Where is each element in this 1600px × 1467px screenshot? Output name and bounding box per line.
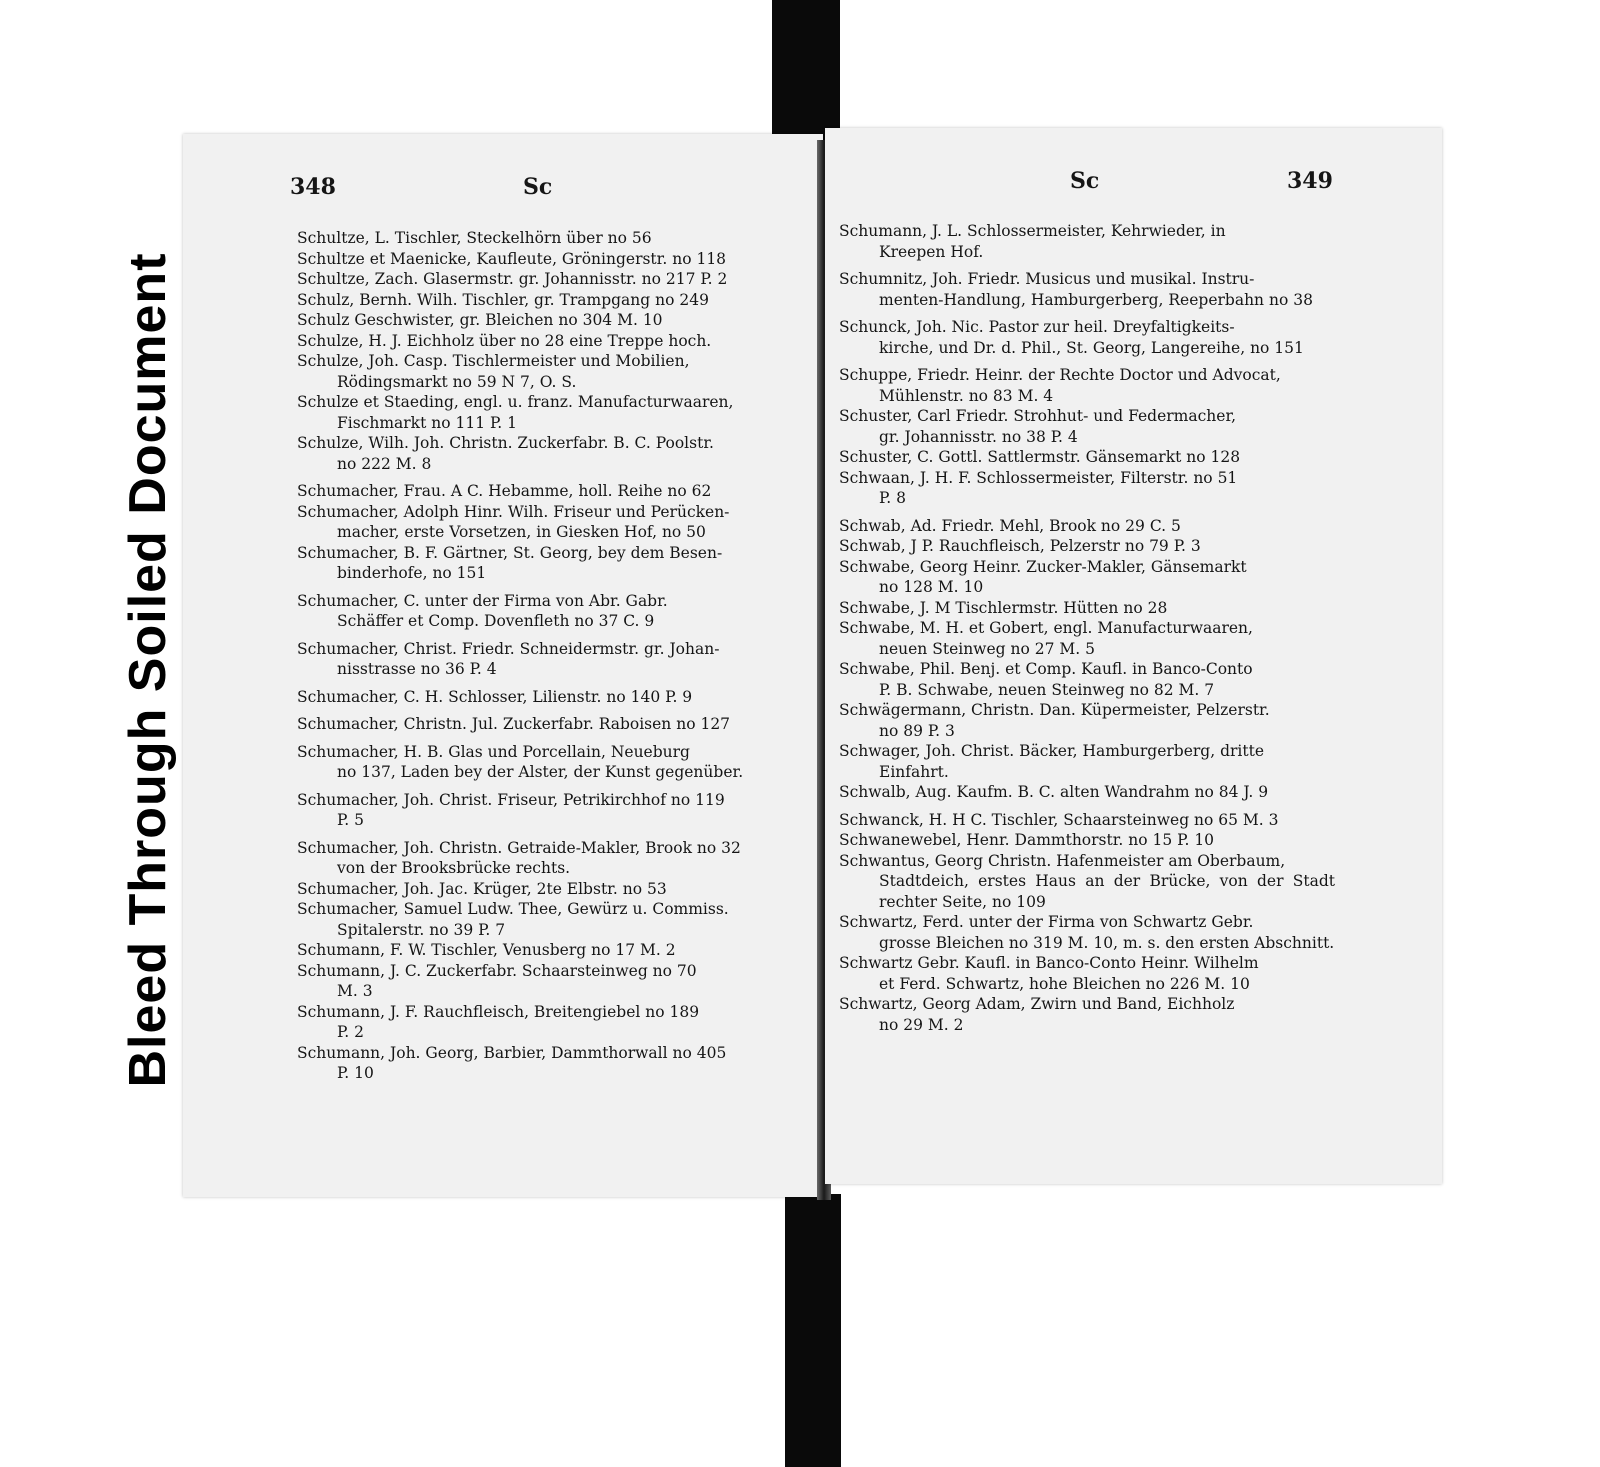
entry-continuation: Fischmarkt no 111 P. 1 (337, 413, 517, 432)
entry-text: Schumacher, Frau. A C. Hebamme, holl. Reihe no 62 (297, 482, 712, 500)
directory-entry (839, 406, 1335, 447)
entry-text: Schwanewebel, Henr. Dammthorstr. no 15 P. 10 (839, 831, 1215, 849)
entry-text: Schulze, Joh. Casp. Tischlermeister und Mobilien, (297, 352, 690, 370)
entry-continuation: M. 3 (337, 982, 373, 1000)
entry-text: Schwager, Joh. Christ. Bäcker, Hamburgerberg, dritte (839, 742, 1264, 760)
entry-text: Schultze, L. Tischler, Steckelhörn über no 56 (297, 229, 652, 247)
directory-entry (297, 351, 805, 392)
entry-text: Schwanck, H. H C. Tischler, Schaarsteinweg no 65 M. 3 (839, 810, 1279, 829)
directory-entry (839, 557, 1335, 598)
entry-continuation: no 89 P. 3 (879, 721, 955, 740)
entry-continuation: macher, erste Vorsetzen, in Giesken Hof, no 50 (337, 523, 706, 541)
directory-entry (839, 365, 1335, 406)
entry-text: Schwabe, J. M Tischlermstr. Hütten no 28 (839, 598, 1168, 617)
entry-continuation: nisstrasse no 36 P. 4 (337, 660, 497, 678)
directory-entry (839, 994, 1335, 1035)
entry-text: Schwabe, Phil. Benj. et Comp. Kaufl. in Banco-Conto (839, 660, 1253, 678)
entry-text: Schumann, J. L. Schlossermeister, Kehrwieder, in (839, 222, 1226, 240)
directory-entry (297, 290, 805, 311)
directory-entry (297, 392, 805, 433)
entry-text: Schwabe, Georg Heinr. Zucker-Makler, Gänsemarkt (839, 557, 1247, 576)
entry-text: Schumann, J. C. Zuckerfabr. Schaarsteinweg no 70 (297, 961, 697, 980)
entry-text: Schwartz, Ferd. unter der Firma von Schwartz Gebr. (839, 913, 1254, 931)
directory-entry (297, 687, 805, 708)
directory-entry (839, 741, 1335, 782)
scan-gutter-top (772, 0, 840, 146)
directory-entry (297, 481, 805, 502)
entry-text: Schumacher, Joh. Christn. Getraide-Makler, Brook no 32 (297, 838, 741, 857)
entry-text: Schuster, C. Gottl. Sattlermstr. Gänsemarkt no 128 (839, 448, 1241, 466)
right-page (825, 128, 1442, 1184)
entry-text: Schumacher, C. unter der Firma von Abr. Gabr. (297, 591, 668, 610)
entry-text: Schulz Geschwister, gr. Bleichen no 304 M. 10 (297, 311, 663, 329)
entry-continuation: P. B. Schwabe, neuen Steinweg no 82 M. 7 (879, 680, 1215, 699)
directory-entry (297, 742, 805, 783)
entry-text: Schuppe, Friedr. Heinr. der Rechte Doctor und Advocat, (839, 366, 1281, 384)
entry-continuation: Spitalerstr. no 39 P. 7 (337, 920, 506, 939)
entry-text: Schumacher, Samuel Ludw. Thee, Gewürz u. Commiss. (297, 900, 729, 918)
directory-entry (839, 468, 1335, 509)
entry-text: Schwantus, Georg Christn. Hafenmeister am Oberbaum, (839, 851, 1286, 870)
entry-continuation: no 29 M. 2 (879, 1015, 964, 1034)
page-number: 348 (290, 174, 336, 200)
entry-continuation: et Ferd. Schwartz, hohe Bleichen no 226 M. 10 (879, 974, 1250, 993)
directory-entry (839, 516, 1335, 537)
entry-text: Schwalb, Aug. Kaufm. B. C. alten Wandrahm no 84 J. 9 (839, 783, 1269, 801)
directory-entry (297, 940, 805, 961)
directory-entry (297, 790, 805, 831)
entry-continuation: von der Brooksbrücke rechts. (337, 859, 571, 877)
directory-entry (297, 269, 805, 290)
entry-text: Schwartz, Georg Adam, Zwirn und Band, Eichholz (839, 995, 1235, 1013)
entry-text: Schumann, J. F. Rauchfleisch, Breitengiebel no 189 (297, 1002, 700, 1021)
entry-text: Schwartz Gebr. Kaufl. in Banco-Conto Heinr. Wilhelm (839, 954, 1259, 972)
directory-entry (839, 221, 1335, 262)
directory-entry (839, 830, 1335, 851)
entry-text: Schumacher, H. B. Glas und Porcellain, Neueburg (297, 742, 690, 761)
left-page (183, 134, 823, 1197)
entry-text: Schwägermann, Christn. Dan. Küpermeister, Pelzerstr. (839, 701, 1270, 719)
entry-text: Schumacher, B. F. Gärtner, St. Georg, bey dem Besen- (297, 543, 723, 562)
directory-entries (839, 221, 1335, 1035)
page-number: 349 (1287, 168, 1333, 194)
entry-continuation: menten-Handlung, Hamburgerberg, Reeperbahn no 38 (879, 290, 1313, 309)
directory-entry (839, 618, 1335, 659)
bleed-through-stamp (118, 172, 178, 1168)
entry-text: Schultze et Maenicke, Kaufleute, Gröningerstr. no 118 (297, 249, 727, 268)
entry-text: Schulz, Bernh. Wilh. Tischler, gr. Trampgang no 249 (297, 290, 709, 309)
directory-entry (297, 310, 805, 331)
directory-entry (839, 810, 1335, 831)
directory-entry (839, 782, 1335, 803)
entry-text: Schwaan, J. H. F. Schlossermeister, Filterstr. no 51 (839, 468, 1238, 487)
entry-continuation: grosse Bleichen no 319 M. 10, m. s. den ersten Abschnitt. (879, 933, 1335, 952)
entry-continuation: Schäffer et Comp. Dovenfleth no 37 C. 9 (337, 612, 655, 630)
entry-continuation: no 222 M. 8 (337, 454, 432, 473)
directory-entry (297, 899, 805, 940)
directory-entry (839, 851, 1335, 913)
entry-continuation: gr. Johannisstr. no 38 P. 4 (879, 427, 1078, 446)
entry-continuation: neuen Steinweg no 27 M. 5 (879, 639, 1095, 658)
entry-continuation: Rödingsmarkt no 59 N 7, O. S. (337, 372, 577, 391)
directory-entry (297, 1043, 805, 1084)
directory-entry (297, 331, 805, 352)
directory-entry (839, 659, 1335, 700)
directory-entry (297, 543, 805, 584)
directory-entry (839, 953, 1335, 994)
directory-entry (297, 838, 805, 879)
entry-text: Schulze et Staeding, engl. u. franz. Manufacturwaaren, (297, 393, 734, 411)
entry-text: Schumacher, C. H. Schlosser, Lilienstr. no 140 P. 9 (297, 687, 693, 706)
entry-text: Schwabe, M. H. et Gobert, engl. Manufacturwaaren, (839, 619, 1253, 637)
scan-gutter-bottom (785, 1194, 841, 1467)
directory-entry (297, 714, 805, 735)
directory-entry (297, 1002, 805, 1043)
entry-text: Schumnitz, Joh. Friedr. Musicus und musikal. Instru- (839, 270, 1255, 288)
entry-continuation: Kreepen Hof. (879, 242, 984, 261)
entry-text: Schumacher, Joh. Jac. Krüger, 2te Elbstr. no 53 (297, 879, 667, 898)
directory-entry (839, 269, 1335, 310)
running-head: Sc (1070, 168, 1100, 194)
entry-text: Schunck, Joh. Nic. Pastor zur heil. Dreyfaltigkeits- (839, 318, 1235, 336)
directory-entry (297, 639, 805, 680)
directory-entry (297, 249, 805, 270)
directory-entry (839, 536, 1335, 557)
entry-text: Schuster, Carl Friedr. Strohhut- und Federmacher, (839, 407, 1237, 425)
entry-continuation: no 137, Laden bey der Alster, der Kunst gegenüber. (337, 763, 744, 781)
entry-continuation: P. 2 (337, 1023, 365, 1041)
directory-entries (297, 228, 805, 1084)
entry-text: Schumacher, Christ. Friedr. Schneidermstr. gr. Johan- (297, 639, 720, 658)
entry-text: Schumann, Joh. Georg, Barbier, Dammthorwall no 405 (297, 1043, 727, 1062)
directory-entry (297, 961, 805, 1002)
directory-entry (297, 502, 805, 543)
entry-continuation: P. 5 (337, 811, 365, 829)
entry-text: Schumacher, Adolph Hinr. Wilh. Friseur und Perücken- (297, 502, 730, 521)
entry-text: Schulze, H. J. Eichholz über no 28 eine Treppe hoch. (297, 331, 712, 350)
entry-text: Schulze, Wilh. Joh. Christn. Zuckerfabr. B. C. Poolstr. (297, 434, 714, 452)
directory-entry (297, 228, 805, 249)
entry-continuation: no 128 M. 10 (879, 578, 984, 596)
entry-continuation: Mühlenstr. no 83 M. 4 (879, 386, 1054, 405)
entry-continuation: binderhofe, no 151 (337, 564, 487, 582)
directory-entry (839, 912, 1335, 953)
directory-entry (839, 447, 1335, 468)
entry-text: Schultze, Zach. Glasermstr. gr. Johannisstr. no 217 P. 2 (297, 270, 728, 288)
entry-continuation: P. 10 (337, 1064, 374, 1082)
entry-continuation: Einfahrt. (879, 762, 949, 781)
entry-text: Schwab, J P. Rauchfleisch, Pelzerstr no 79 P. 3 (839, 537, 1201, 555)
directory-entry (839, 317, 1335, 358)
directory-entry (839, 700, 1335, 741)
directory-entry (839, 598, 1335, 619)
entry-text: Schumacher, Joh. Christ. Friseur, Petrikirchhof no 119 (297, 790, 725, 809)
entry-continuation: kirche, und Dr. d. Phil., St. Georg, Langereihe, no 151 (879, 338, 1304, 357)
stamp-label: Bleed Through Soiled Document (119, 252, 177, 1088)
directory-entry (297, 879, 805, 900)
directory-entry (297, 591, 805, 632)
entry-continuation: P. 8 (879, 489, 907, 507)
entry-continuation: Stadtdeich, erstes Haus an der Brücke, von der Stadt rechter Seite, no 109 (879, 872, 1335, 911)
entry-text: Schwab, Ad. Friedr. Mehl, Brook no 29 C. 5 (839, 516, 1181, 535)
entry-text: Schumacher, Christn. Jul. Zuckerfabr. Raboisen no 127 (297, 715, 731, 733)
running-head: Sc (523, 174, 553, 200)
entry-text: Schumann, F. W. Tischler, Venusberg no 17 M. 2 (297, 941, 676, 959)
directory-entry (297, 433, 805, 474)
